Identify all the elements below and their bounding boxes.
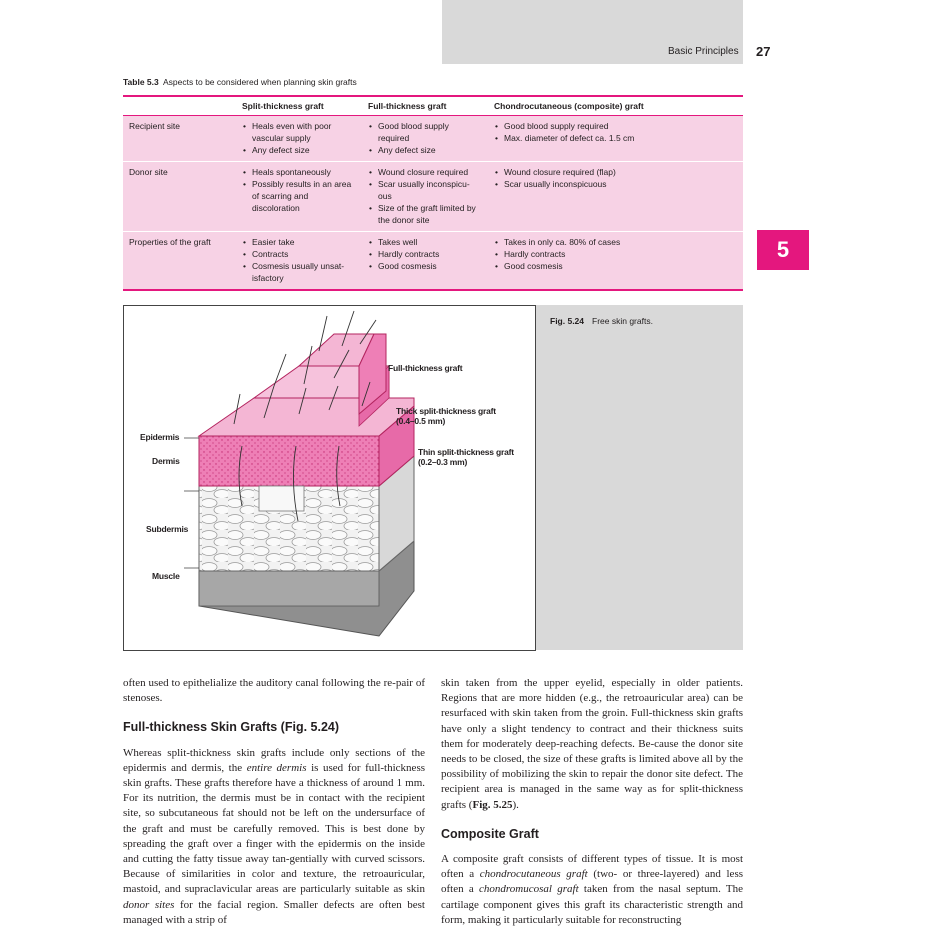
dermis-front — [199, 436, 379, 486]
figure-skin-grafts — [123, 305, 536, 651]
figure-caption-panel — [536, 305, 743, 650]
list-item: • Good cosmesis — [378, 260, 482, 272]
table-cell — [488, 162, 743, 232]
emphasis: chondrocutaneous graft — [479, 868, 588, 881]
paragraph — [123, 746, 425, 928]
text-run: A composite graft consists of different types of tissue. It is most often a — [441, 853, 743, 881]
right-column — [441, 676, 743, 928]
list-item: • Heals even with poor vascular supply — [252, 120, 356, 144]
left-column — [123, 676, 425, 928]
split-donor-defect — [259, 486, 304, 511]
text-run: is used for full-thickness skin grafts. These grafts therefore have a thickness of around 1 mm. For its nutrition, the dermis must be in contact with the recipient site, so subcutaneous fat should not be left on the undersurface of the graft and must be carefully removed. This is best done by spreading the graft over a finger with the epidermis on the inside and cutting the fatty tissue away tan-gentially with curved scissors. Because of similarities in color and texture, the retroauricular, mastoid, and supraclavicular areas are particularly suitable as skin — [123, 761, 425, 896]
list-item: • Hardly contracts — [504, 248, 737, 260]
label-epidermis: Epidermis — [140, 432, 180, 442]
section-heading: Full-thickness Skin Grafts (Fig. 5.24) — [123, 720, 340, 735]
text-run: for the facial region. Smaller defects are often best managed with a strip of — [123, 898, 425, 926]
list-item: • Wound closure required (flap) — [504, 166, 737, 178]
table-cell — [362, 116, 488, 162]
label-leaders — [184, 438, 199, 568]
figure-caption — [550, 316, 653, 326]
row-label: Donor site — [123, 162, 236, 232]
page-number: 27 — [756, 44, 771, 59]
table-cell — [488, 116, 743, 162]
row-label: Properties of the graft — [123, 232, 236, 291]
figure-reference: Fig. 5.25 — [472, 798, 513, 811]
figure-caption-text: Free skin grafts. — [592, 316, 653, 326]
table-cell — [236, 162, 362, 232]
text-run: taken from the nasal septum. The cartilage component gives this graft its characteristic strength and form, making it particularly suitable for reconstructing — [441, 883, 743, 926]
emphasis: chondromucosal graft — [479, 883, 579, 896]
label-full-thickness: Full-thickness graft — [388, 363, 463, 373]
table-row — [123, 116, 743, 162]
label-thick-split-2: (0.4–0.5 mm) — [396, 416, 446, 426]
emphasis: entire dermis — [246, 761, 307, 774]
label-thick-split-1: Thick split-thickness graft — [396, 406, 496, 416]
table-header-cell: Split-thickness graft — [236, 96, 362, 116]
list-item: • Size of the graft limited by the donor site — [378, 202, 482, 226]
list-item: • Possibly results in an area of scarring and discoloration — [252, 178, 356, 214]
table-title: Aspects to be considered when planning skin grafts — [163, 77, 357, 87]
table-cell — [362, 162, 488, 232]
label-dermis: Dermis — [152, 456, 180, 466]
label-thin-split-2: (0.2–0.3 mm) — [418, 457, 468, 467]
table-header-cell — [123, 96, 236, 116]
table-label: Table 5.3 — [123, 77, 159, 87]
table-cell — [488, 232, 743, 291]
table-header-row — [123, 96, 743, 116]
row-label: Recipient site — [123, 116, 236, 162]
list-item: • Good blood supply required — [504, 120, 737, 132]
section-heading: Composite Graft — [441, 826, 539, 841]
skin-graft-table — [123, 95, 743, 291]
table-row — [123, 162, 743, 232]
table-caption — [123, 77, 357, 87]
text-run: ). — [512, 798, 519, 811]
list-item: • Easier take — [252, 236, 356, 248]
list-item: • Scar usually inconspicuous — [504, 178, 737, 190]
text-run: (two- or three-layered) and less often a — [441, 868, 744, 896]
label-thin-split-1: Thin split-thickness graft — [418, 447, 514, 457]
list-item: • Takes in only ca. 80% of cases — [504, 236, 737, 248]
chapter-tab: 5 — [757, 230, 809, 270]
list-item: • Any defect size — [378, 144, 482, 156]
figure-label: Fig. 5.24 — [550, 316, 585, 326]
running-head: Basic Principles — [668, 46, 739, 57]
table-cell — [236, 116, 362, 162]
paragraph: often used to epithelialize the auditory canal following the re-pair of stenoses. — [123, 677, 425, 705]
list-item: • Good cosmesis — [504, 260, 737, 272]
label-muscle: Muscle — [152, 571, 180, 581]
list-item: • Max. diameter of defect ca. 1.5 cm — [504, 132, 737, 144]
table-cell — [362, 232, 488, 291]
list-item: • Scar usually inconspicu-ous — [378, 178, 482, 202]
paragraph — [441, 852, 743, 928]
muscle-top — [199, 571, 379, 606]
list-item: • Heals spontaneously — [252, 166, 356, 178]
list-item: • Hardly contracts — [378, 248, 482, 260]
table-header-cell: Chondrocutaneous (composite) graft — [488, 96, 743, 116]
table-row — [123, 232, 743, 291]
label-subdermis: Subdermis — [146, 524, 189, 534]
list-item: • Wound closure required — [378, 166, 482, 178]
list-item: • Takes well — [378, 236, 482, 248]
emphasis: donor sites — [123, 898, 175, 911]
table-header-cell: Full-thickness graft — [362, 96, 488, 116]
paragraph — [441, 676, 743, 813]
skin-layers-illustration — [124, 306, 535, 650]
text-run: skin taken from the upper eyelid, especially in older patients. Regions that are more hidden (e.g., the retroauricular area) can be resurfaced with skin taken from the groin. Full-thickness skin grafts have only a slight tendency to contract and their thickness suits them for moderately deep-reaching defects. Be-cause the donor site needs to be closed, the size of these grafts is limited above all by the possibility of mobilizing the skin to repair the donor site defect. The recipient area is managed in the same way as for split-thickness grafts ( — [441, 677, 743, 811]
list-item: • Contracts — [252, 248, 356, 260]
text-run: Whereas split-thickness skin grafts include only sections of the epidermis and dermis, the — [123, 746, 425, 774]
list-item: • Good blood supply required — [378, 120, 482, 144]
list-item: • Any defect size — [252, 144, 356, 156]
table-cell — [236, 232, 362, 291]
list-item: • Cosmesis usually unsat-isfactory — [252, 260, 356, 284]
